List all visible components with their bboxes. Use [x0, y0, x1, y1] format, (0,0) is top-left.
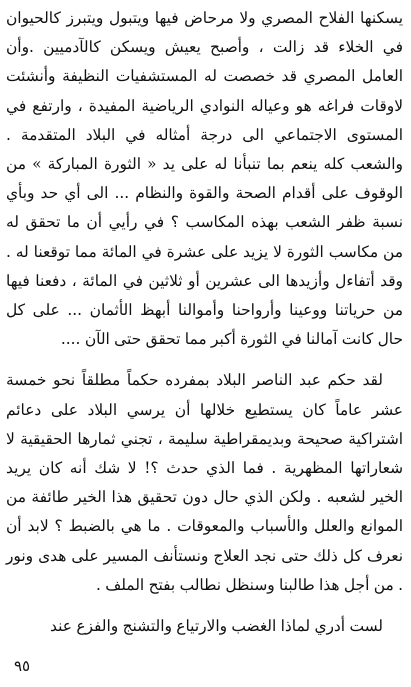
body-text: [6, 4, 403, 641]
paragraph-2: لقد حكم عبد الناصر البلاد بمفرده حكماً مطلقاً نحو خمسة عشر عاماً كان يستطيع خلالها أن يرسي البلاد على دعائم اشتراكية صحيحة وبديمقراطية سليمة ، تجني ثمارها الحقيقية لا شعاراتها المظهرية . فما الذي حدث ؟! لا شك أنه كان يريد الخير لشعبه . ولكن الذي حال دون تحقيق هذا الخير طائفة من الموانع والعلل والأسباب والمعوقات . ما هي بالضبط ؟ لابد أن نعرف كل ذلك حتى نجد العلاج ونستأنف المسير على هدى ونور . من أجل هذا طالبنا وسنظل نطالب بفتح الملف .: [6, 371, 403, 594]
page-number: ٩٥: [14, 657, 31, 675]
paragraph-1: يسكنها الفلاح المصري ولا مرحاض فيها ويتبول ويتبرز كالحيوان في الخلاء قد زالت ، وأصبح يعيش ويسكن كالآدميين .وأن العامل المصري قد خصصت له المستشفيات النظيفة وأنشئت لاوقات فراغه هو وعياله النوادي الرياضية المفيدة ، وارتفع في المستوى الاجتماعي الى درجة أمثاله في البلاد المتقدمة . والشعب كله ينعم بما تنبأنا له على يد « الثورة المباركة » من الوقوف على أقدام الصحة والقوة والنظام ... الى أي حد وبأي نسبة ظفر الشعب بهذه المكاسب ؟ في رأيي أن ما تحقق له من مكاسب الثورة لا يزيد على عشرة في المائة مما توقعنا له . وقد أتفاءل وأزيدها الى عشرين أو ثلاثين في المائة ، دفعنا فيها من حرياتنا ووعينا وأرواحنا وأموالنا أبهظ الأثمان ... على كل حال كانت آمالنا في الثورة أكبر مما تحقق حتى الآن ....: [6, 9, 403, 349]
paragraph-3: لست أدري لماذا الغضب والارتياع والتشنج والفزع عند: [50, 617, 383, 636]
